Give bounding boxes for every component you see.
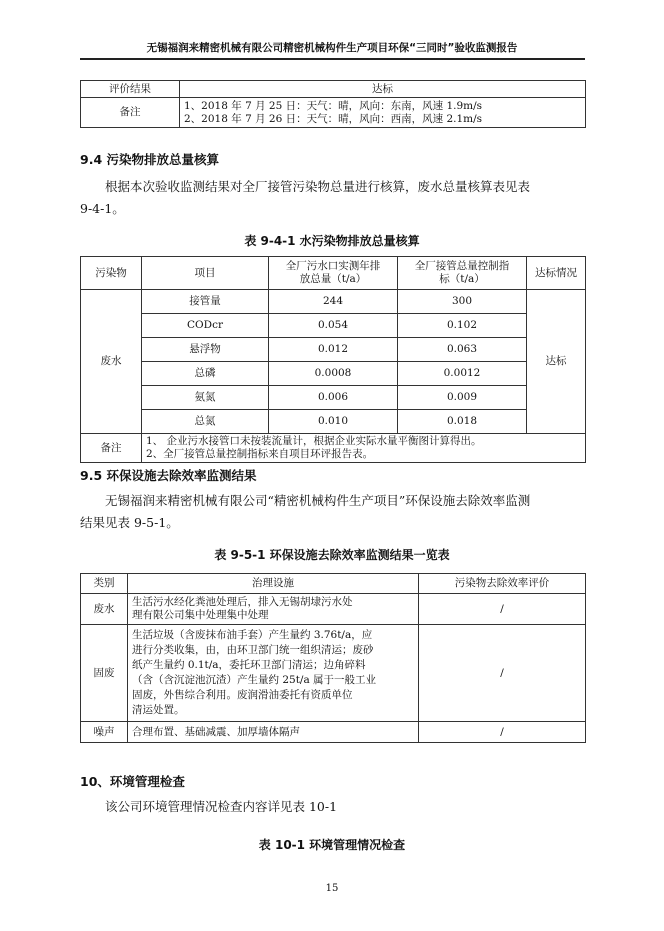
- facility-line: （含（含沉淀池沉渣）产生量约 25t/a 属于一般工业: [132, 674, 377, 686]
- group-wastewater: 废水: [81, 290, 142, 434]
- col-actual-line-2: 放总量（t/a）: [299, 273, 367, 285]
- table-row-item: 悬浮物: [142, 338, 269, 362]
- row-facility: [128, 594, 419, 625]
- col-facility: 治理设施: [128, 574, 419, 594]
- para-line-2: 9-4-1。: [80, 201, 125, 216]
- section-10-heading: 10、环境管理检查: [80, 774, 185, 789]
- facility-line: 纸产生量约 0.1t/a，委托环卫部门清运；边角碎料: [132, 659, 366, 671]
- para-line-1: 无锡福润来精密机械有限公司“精密机械构件生产项目”环保设施去除效率监测: [105, 493, 531, 508]
- col-status: 达标情况: [527, 257, 586, 290]
- table-row-actual: 0.054: [269, 314, 398, 338]
- para-line-1: 根据本次验收监测结果对全厂接管污染物总量进行核算，废水总量核算表见表: [105, 179, 531, 194]
- table-row-actual: 0.0008: [269, 362, 398, 386]
- table-row-actual: 0.010: [269, 410, 398, 434]
- col-evaluation: 污染物去除效率评价: [419, 574, 586, 594]
- table-row-item: 总氮: [142, 410, 269, 434]
- table-row-item: 氨氮: [142, 386, 269, 410]
- col-category: 类别: [81, 574, 128, 594]
- table-row-control: 0.0012: [398, 362, 527, 386]
- col-item: 项目: [142, 257, 269, 290]
- row-facility: [128, 625, 419, 722]
- section-10-paragraph: 该公司环境管理情况检查内容详见表 10-1: [105, 799, 338, 814]
- table-row-actual: 244: [269, 290, 398, 314]
- facility-line: 清运处置。: [132, 704, 185, 716]
- table-row-item: 接管量: [142, 290, 269, 314]
- facility-line: 理有限公司集中处理集中处理: [132, 609, 269, 621]
- header-rule: [80, 58, 585, 60]
- note-content: [142, 434, 586, 463]
- page-header-title: 无锡福润来精密机械有限公司精密机械构件生产项目环保“三同时”验收监测报告: [146, 42, 518, 54]
- facility-line: 合理布置、基础减震、加厚墙体隔声: [132, 725, 300, 738]
- table-9-4-1-caption: 表 9-4-1 水污染物排放总量核算: [244, 234, 420, 248]
- row-evaluation: /: [419, 625, 586, 722]
- col-pollutant: 污染物: [81, 257, 142, 290]
- para-line-2: 结果见表 9-5-1。: [80, 515, 179, 530]
- table-row-item: CODcr: [142, 314, 269, 338]
- row-facility: [128, 722, 419, 743]
- note-label: 备注: [81, 434, 142, 463]
- facility-line: 进行分类收集，由，由环卫部门统一组织清运；废砂: [132, 644, 374, 656]
- col-actual-line-1: 全厂污水口实测年排: [285, 260, 381, 272]
- table-row-control: 0.009: [398, 386, 527, 410]
- row-category: 废水: [81, 594, 128, 625]
- row-category: 噪声: [81, 722, 128, 743]
- note-line-2: 2、全厂接管总量控制指标来自项目环评报告表。: [146, 448, 374, 460]
- facility-line: 固废，外售综合利用。废润滑油委托有资质单位: [132, 689, 353, 701]
- page-number: 15: [325, 883, 339, 894]
- facility-line: 生活垃圾（含废抹布油手套）产生量约 3.76t/a，应: [132, 629, 373, 641]
- row-evaluation: /: [419, 594, 586, 625]
- section-9-5-paragraph: [80, 490, 585, 534]
- col-actual: [269, 257, 398, 290]
- table-row-control: 0.063: [398, 338, 527, 362]
- remarks-label: 备注: [81, 98, 180, 128]
- section-9-4-paragraph: [80, 176, 585, 220]
- status-value: 达标: [527, 290, 586, 434]
- remarks-content: [180, 98, 586, 128]
- section-9-5-heading: 9.5 环保设施去除效率监测结果: [80, 468, 257, 483]
- table-row-control: 0.102: [398, 314, 527, 338]
- eval-result-label: 评价结果: [81, 81, 180, 98]
- remark-line-2: 2、2018 年 7 月 26 日：天气：晴，风向：西南，风速 2.1m/s: [184, 112, 483, 125]
- table-9-5-1: [80, 573, 586, 743]
- table-row-actual: 0.012: [269, 338, 398, 362]
- table-9-5-1-caption: 表 9-5-1 环保设施去除效率监测结果一览表: [214, 548, 450, 562]
- table-row-item: 总磷: [142, 362, 269, 386]
- table-10-1-caption: 表 10-1 环境管理情况检查: [258, 838, 406, 852]
- row-category: 固废: [81, 625, 128, 722]
- section-9-4-heading: 9.4 污染物排放总量核算: [80, 152, 219, 167]
- note-line-1: 1、 企业污水接管口未按装流量计，根据企业实际水量平衡图计算得出。: [146, 435, 482, 447]
- table-9-4-1: [80, 256, 586, 463]
- col-control-line-1: 全厂接管总量控制指: [414, 260, 510, 272]
- table-row-control: 300: [398, 290, 527, 314]
- row-evaluation: /: [419, 722, 586, 743]
- col-control-line-2: 标（t/a）: [439, 273, 485, 285]
- facility-line: 生活污水经化粪池处理后，排入无锡胡埭污水处: [132, 596, 353, 608]
- col-control: [398, 257, 527, 290]
- table-row-actual: 0.006: [269, 386, 398, 410]
- eval-result-value: 达标: [180, 81, 586, 98]
- evaluation-remarks-table: [80, 80, 586, 128]
- remark-line-1: 1、2018 年 7 月 25 日：天气：晴，风向：东南，风速 1.9m/s: [184, 99, 483, 112]
- table-row-control: 0.018: [398, 410, 527, 434]
